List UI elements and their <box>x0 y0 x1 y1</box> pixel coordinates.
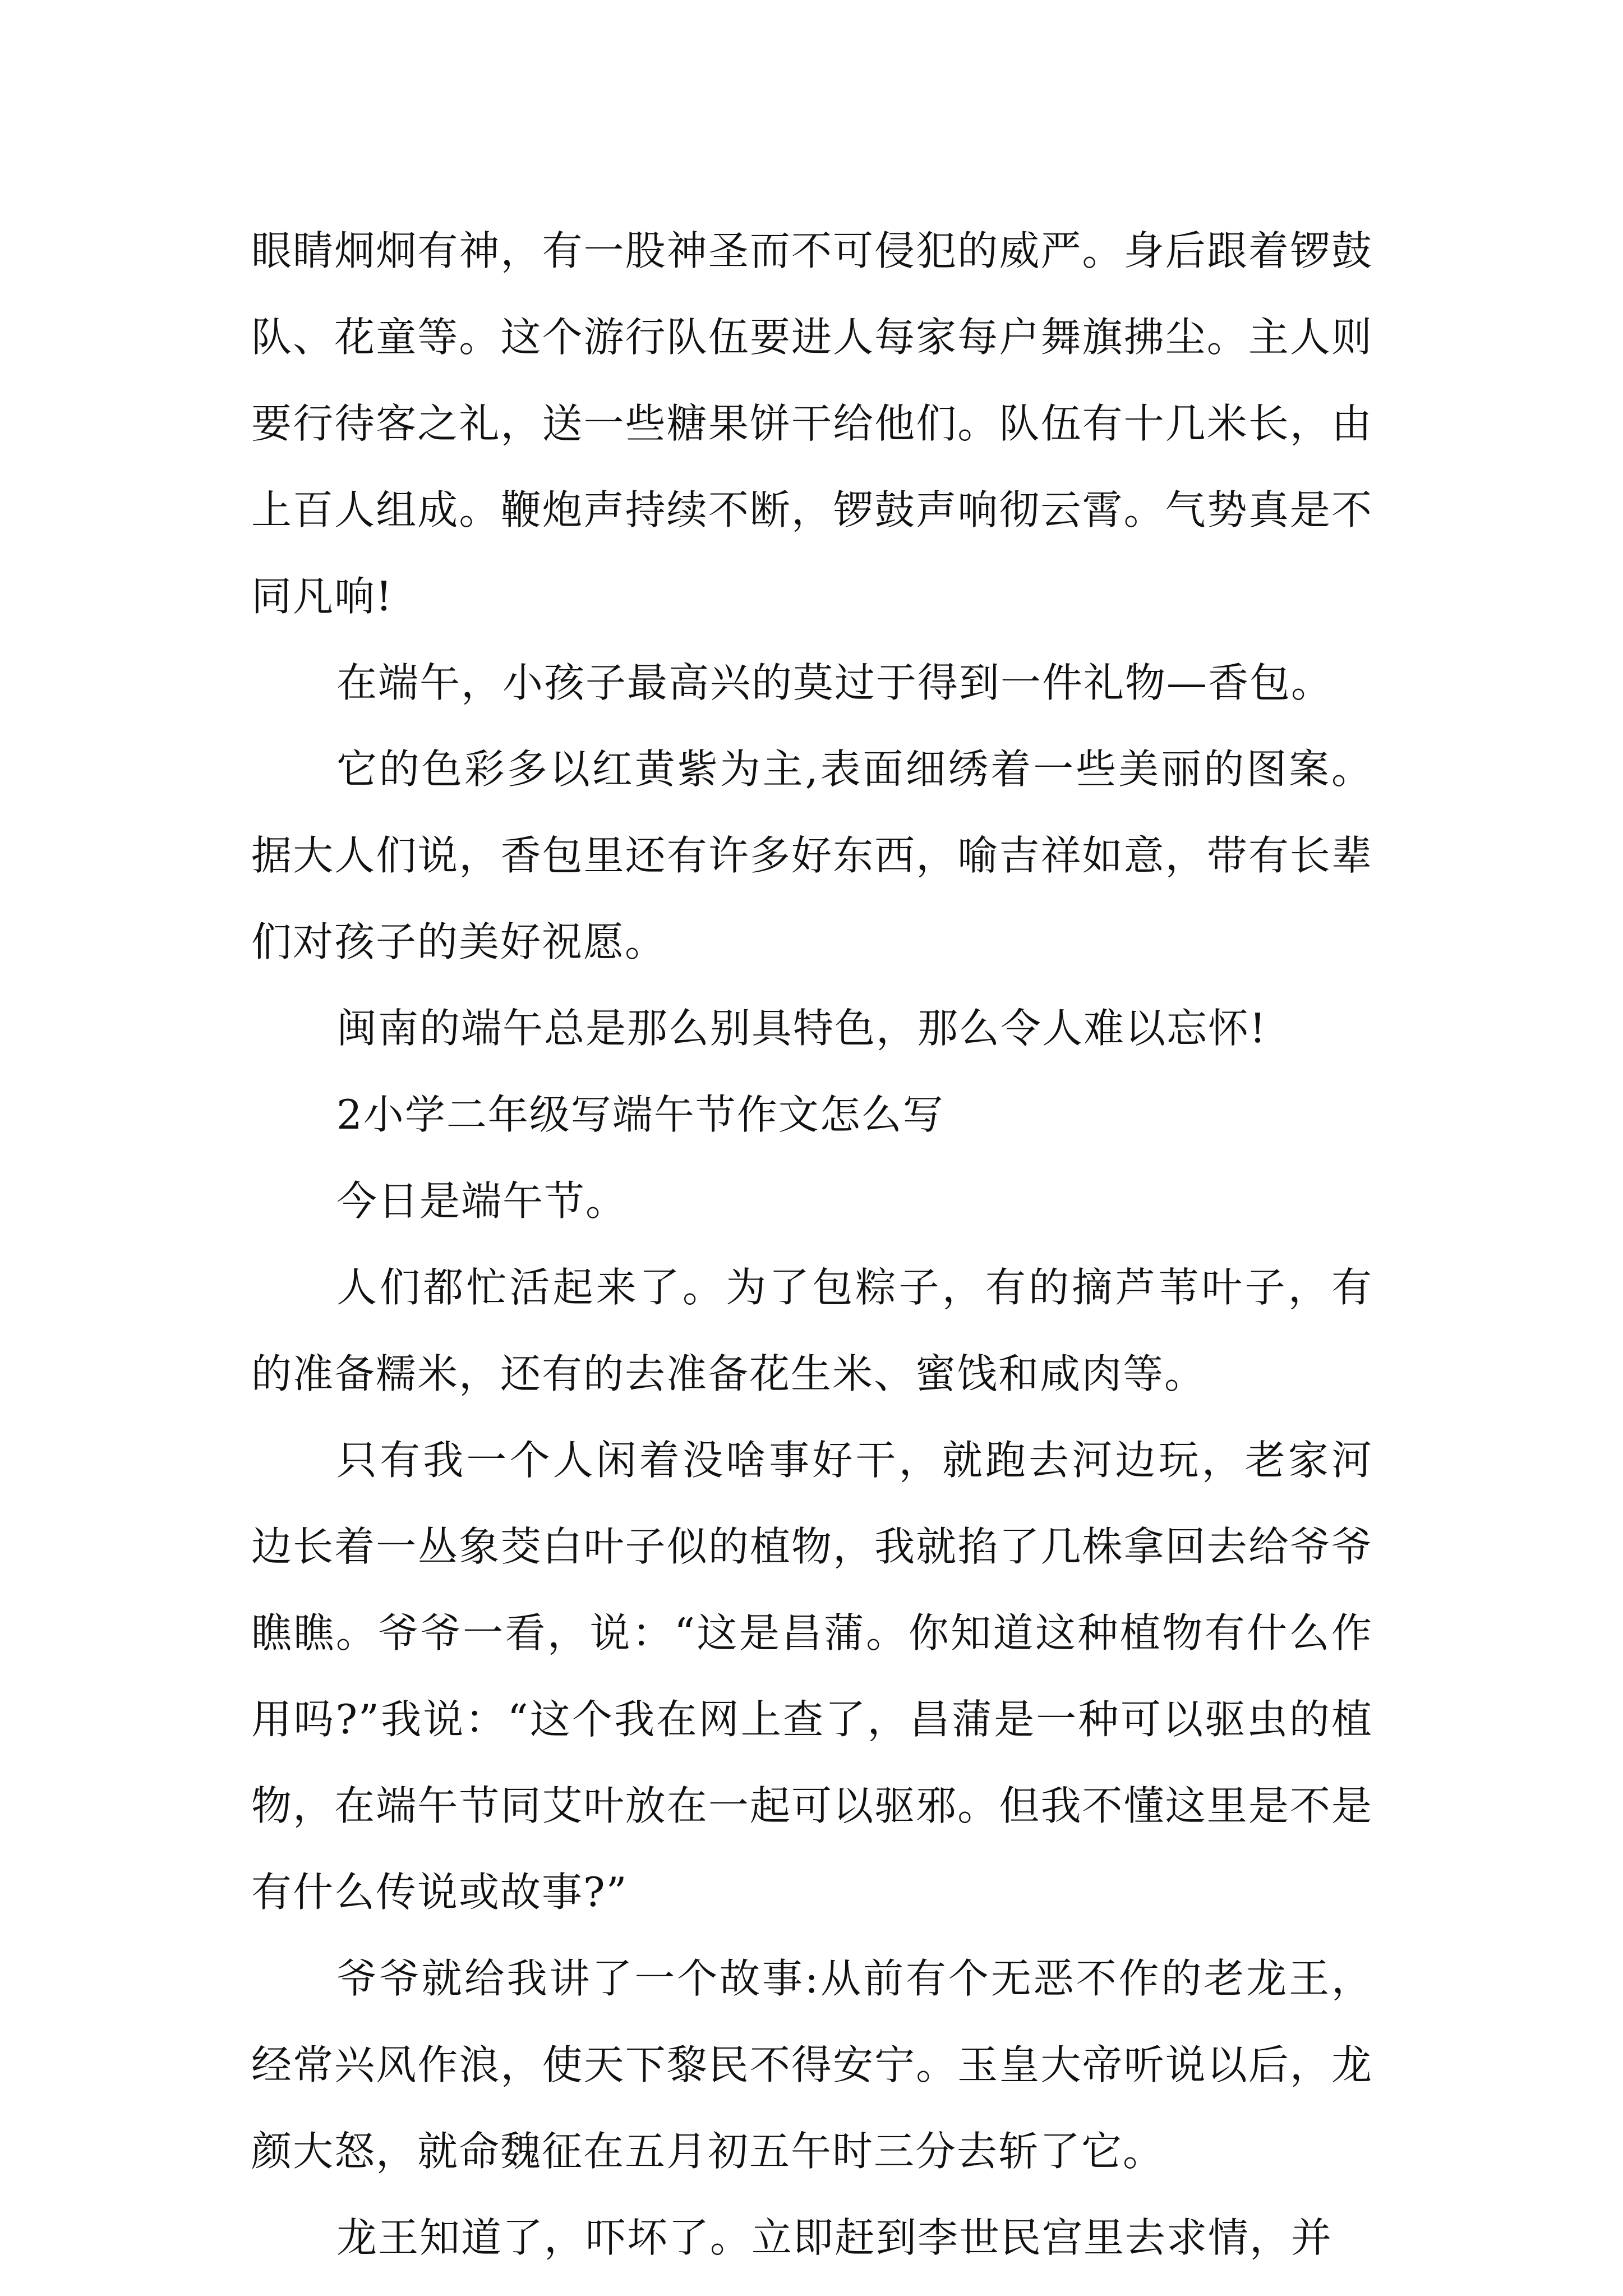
paragraph-dragon-king-plea: 龙王知道了，吓坏了。立即赶到李世民宫里去求情，并 <box>336 2214 1333 2261</box>
paragraph-changpu: 只有我一个人闲着没啥事好干，就跑去河边玩，老家河边长着一丛象茭白叶子似的植物，我就掐了几株拿回去给爷爷瞧瞧。爷爷一看，说：“这是昌蒲。你知道这种植物有什么作用吗?”我说：“这个我在网上查了，昌蒲是一种可以驱虫的植物，在端午节同艾叶放在一起可以驱邪。但我不懂这里是不是有什么传说或故事?” <box>251 1437 1373 1916</box>
paragraph-today: 今日是端午节。 <box>336 1177 628 1225</box>
article-body <box>251 208 1373 2281</box>
paragraph-minnan-duanwu: 闽南的端午总是那么别具特色，那么令人难以忘怀! <box>336 1005 1267 1052</box>
paragraph-zongzi-prep: 人们都忙活起来了。为了包粽子，有的摘芦苇叶子，有的准备糯米，还有的去准备花生米、蜜饯和咸肉等。 <box>251 1264 1373 1397</box>
paragraph-dragon-king-story: 爷爷就给我讲了一个故事:从前有个无恶不作的老龙王，经常兴风作浪，使天下黎民不得安宁。玉皇大帝听说以后，龙颜大怒，就命魏征在五月初五午时三分去斩了它。 <box>251 1955 1373 2175</box>
paragraph-continuation: 眼睛炯炯有神，有一股神圣而不可侵犯的威严。身后跟着锣鼓队、花童等。这个游行队伍要进人每家每户舞旗拂尘。主人则要行待客之礼，送一些糖果饼干给他们。队伍有十几米长，由上百人组成。鞭炮声持续不断，锣鼓声响彻云霄。气势真是不同凡响! <box>251 227 1373 620</box>
paragraph-xiangbao-gift: 在端午，小孩子最高兴的莫过于得到一件礼物—香包。 <box>336 659 1333 706</box>
section-heading: 2小学二年级写端午节作文怎么写 <box>336 1091 944 1138</box>
paragraph-xiangbao-colors: 它的色彩多以红黄紫为主,表面细绣着一些美丽的图案。据大人们说，香包里还有许多好东西，喻吉祥如意，带有长辈们对孩子的美好祝愿。 <box>251 746 1373 965</box>
